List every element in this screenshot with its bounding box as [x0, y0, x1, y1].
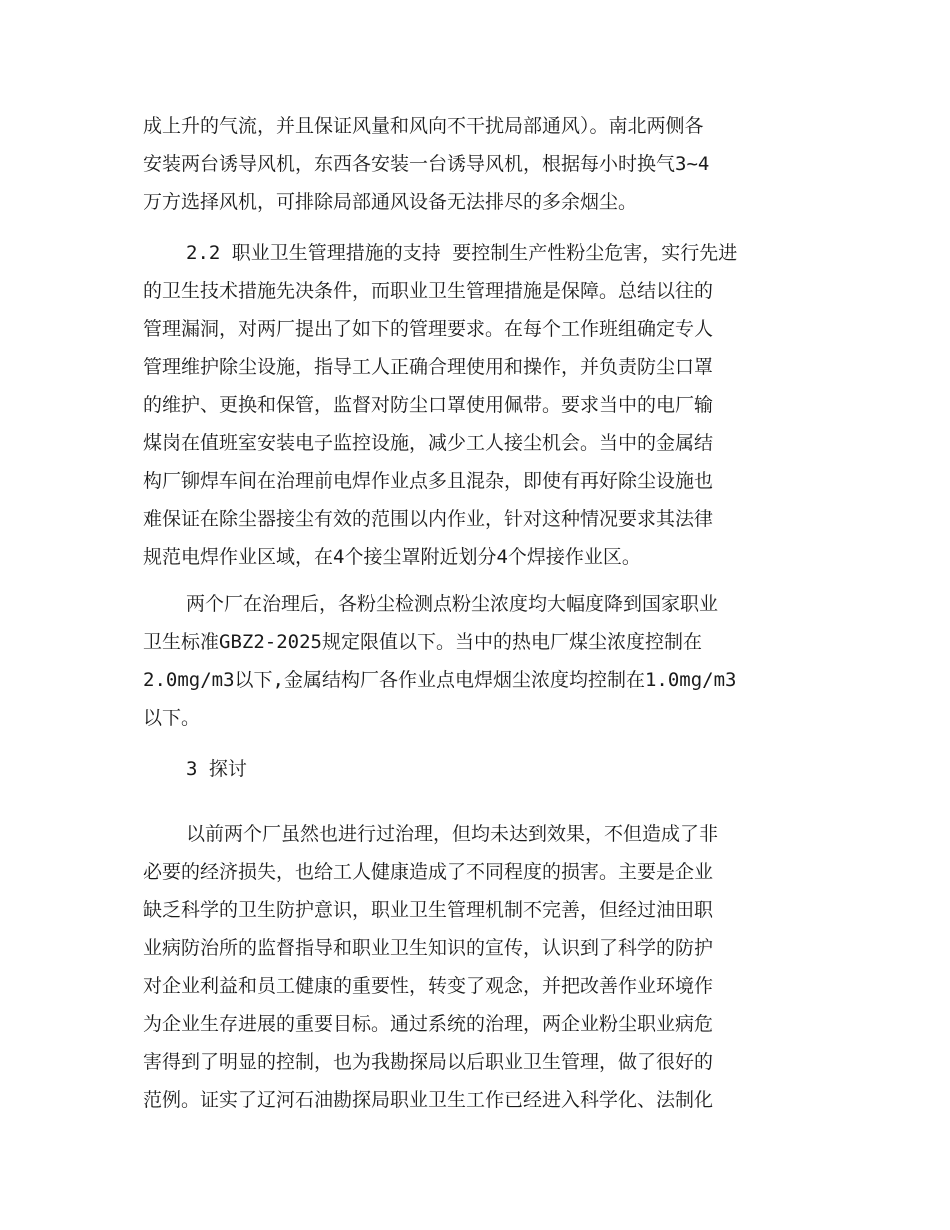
text-line: 缺乏科学的卫生防护意识，职业卫生管理机制不完善，但经过油田职	[143, 899, 714, 921]
text-line: 必要的经济损失，也给工人健康造成了不同程度的损害。主要是企业	[143, 861, 714, 883]
text-line: 安装两台诱导风机，东西各安装一台诱导风机，根据每小时换气3~4	[143, 153, 710, 175]
text-line: 构厂铆焊车间在治理前电焊作业点多且混杂，即使有再好除尘设施也	[143, 470, 714, 492]
text-line: 以下。	[143, 707, 201, 729]
text-line: 成上升的气流，并且保证风量和风向不干扰局部通风）。南北两侧各	[143, 115, 704, 137]
text-line: 2.0mg/m3以下,金属结构厂各作业点电焊烟尘浓度均控制在1.0mg/m3	[143, 669, 737, 691]
section-heading: 3 探讨	[186, 758, 247, 780]
paragraph-discussion	[143, 815, 807, 1119]
paragraph-results	[143, 585, 807, 737]
text-line: 以前两个厂虽然也进行过治理，但均未达到效果，不但造成了非	[186, 823, 719, 845]
text-line: 煤岗在值班室安装电子监控设施，减少工人接尘机会。当中的金属结	[143, 432, 714, 454]
paragraph-ventilation-continued	[143, 107, 807, 221]
text-line: 两个厂在治理后，各粉尘检测点粉尘浓度均大幅度降到国家职业	[186, 593, 719, 615]
text-line: 卫生标准GBZ2-2025规定限值以下。当中的热电厂煤尘浓度控制在	[143, 631, 702, 653]
section-heading-3	[143, 750, 807, 788]
text-line: 范例。证实了辽河石油勘探局职业卫生工作已经进入科学化、法制化	[143, 1089, 714, 1111]
text-line: 万方选择风机，可排除局部通风设备无法排尽的多余烟尘。	[143, 191, 638, 213]
text-line: 的维护、更换和保管，监督对防尘口罩使用佩带。要求当中的电厂输	[143, 394, 714, 416]
text-line: 规范电焊作业区域，在4个接尘罩附近划分4个焊接作业区。	[143, 546, 641, 568]
text-line: 的卫生技术措施先决条件，而职业卫生管理措施是保障。总结以往的	[143, 280, 714, 302]
text-line: 害得到了明显的控制，也为我勘探局以后职业卫生管理，做了很好的	[143, 1051, 714, 1073]
text-line: 为企业生存进展的重要目标。通过系统的治理，两企业粉尘职业病危	[143, 1013, 714, 1035]
text-line: 管理维护除尘设施，指导工人正确合理使用和操作，并负责防尘口罩	[143, 356, 714, 378]
text-line: 难保证在除尘器接尘有效的范围以内作业，针对这种情况要求其法律	[143, 508, 714, 530]
text-line: 对企业利益和员工健康的重要性，转变了观念，并把改善作业环境作	[143, 975, 714, 997]
paragraph-section-2-2	[143, 234, 807, 576]
text-line: 管理漏洞，对两厂提出了如下的管理要求。在每个工作班组确定专人	[143, 318, 714, 340]
text-line: 业病防治所的监督指导和职业卫生知识的宣传，认识到了科学的防护	[143, 937, 714, 959]
text-line: 2.2 职业卫生管理措施的支持 要控制生产性粉尘危害，实行先进	[186, 242, 738, 264]
